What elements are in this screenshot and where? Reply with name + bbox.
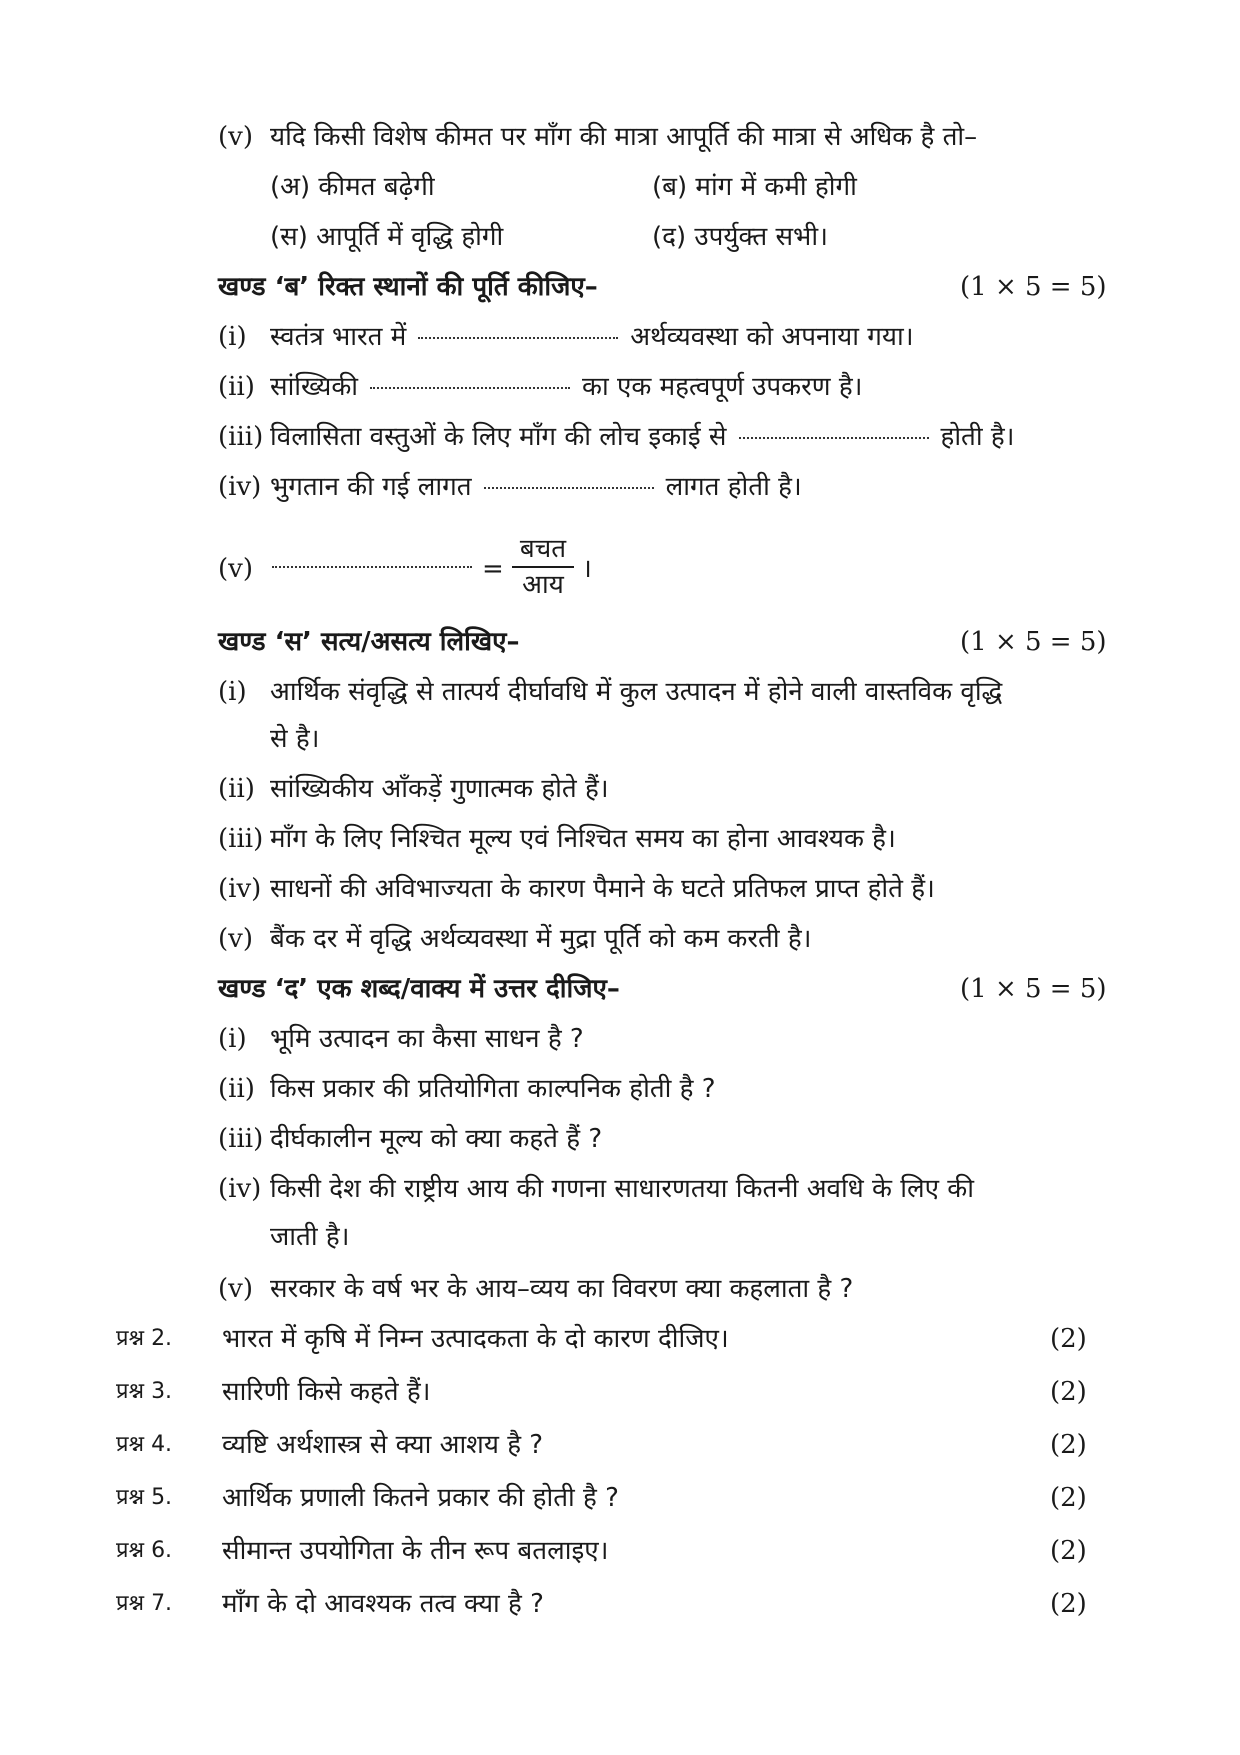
question-marks: (2) <box>1050 1589 1087 1619</box>
item-text: विलासिता वस्तुओं के लिए माँग की लोच इकाई से <box>270 422 727 452</box>
section-b-marks: (1 × 5 = 5) <box>960 272 1107 302</box>
question-text: व्यष्टि अर्थशास्त्र से क्या आशय है ? <box>222 1430 544 1460</box>
question-text: माँग के दो आवश्यक तत्व क्या है ? <box>222 1589 544 1619</box>
section-b-heading: खण्ड ‘ब’ रिक्त स्थानों की पूर्ति कीजिए– <box>218 272 598 302</box>
question-marks: (2) <box>1050 1430 1087 1460</box>
fill-blank-item <box>270 420 1015 454</box>
blank-line <box>272 566 472 568</box>
question-text: आर्थिक प्रणाली कितने प्रकार की होती है ? <box>222 1483 619 1513</box>
item-text: भुगतान की गई लागत <box>270 472 472 502</box>
statement-text: बैंक दर में वृद्धि अर्थव्यवस्था में मुद्रा पूर्ति को कम करती है। <box>270 924 812 954</box>
equals-sign: = <box>482 554 504 584</box>
item-number: (ii) <box>218 774 255 804</box>
section-d-heading: खण्ड ‘द’ एक शब्द/वाक्य में उत्तर दीजिए– <box>218 974 620 1004</box>
item-text: सांख्यिकी <box>270 372 359 402</box>
question-text: सीमान्त उपयोगिता के तीन रूप बतलाइए। <box>222 1536 609 1566</box>
question-marks: (2) <box>1050 1483 1087 1513</box>
item-number: (v) <box>218 122 253 152</box>
item-number: (iii) <box>218 422 264 452</box>
fraction <box>512 532 574 602</box>
section-c-marks: (1 × 5 = 5) <box>960 627 1107 657</box>
item-number: (v) <box>218 924 253 954</box>
item-number: (i) <box>218 322 247 352</box>
blank-line <box>484 487 654 489</box>
item-number: (i) <box>218 677 247 707</box>
question-text-continued: जाती है। <box>270 1222 350 1252</box>
fill-blank-item <box>270 470 802 504</box>
blank-line <box>739 437 929 439</box>
question-text: सारिणी किसे कहते हैं। <box>222 1377 431 1407</box>
question-label: प्रश्न 2. <box>116 1326 173 1351</box>
question-label: प्रश्न 6. <box>116 1538 173 1563</box>
item-number: (v) <box>218 554 253 584</box>
statement-text: सांख्यिकीय आँकड़ें गुणात्मक होते हैं। <box>270 774 609 804</box>
item-number: (i) <box>218 1024 247 1054</box>
question-label: प्रश्न 5. <box>116 1485 173 1510</box>
question-text: किसी देश की राष्ट्रीय आय की गणना साधारणतया कितनी अवधि के लिए की <box>270 1174 974 1204</box>
question-text: सरकार के वर्ष भर के आय–व्यय का विवरण क्या कहलाता है ? <box>270 1274 854 1304</box>
statement-text: माँग के लिए निश्चित मूल्य एवं निश्चित समय का होना आवश्यक है। <box>270 824 896 854</box>
option-d: (द) उपर्युक्त सभी। <box>652 222 828 252</box>
item-number: (iv) <box>218 874 262 904</box>
item-number: (v) <box>218 1274 253 1304</box>
item-text: अर्थव्यवस्था को अपनाया गया। <box>630 322 914 352</box>
question-marks: (2) <box>1050 1324 1087 1354</box>
option-c: (स) आपूर्ति में वृद्धि होगी <box>270 222 504 252</box>
question-marks: (2) <box>1050 1377 1087 1407</box>
fill-blank-item <box>270 370 863 404</box>
question-text: भूमि उत्पादन का कैसा साधन है ? <box>270 1024 584 1054</box>
item-number: (iii) <box>218 824 264 854</box>
fraction-denominator: आय <box>522 570 564 600</box>
statement-text: साधनों की अविभाज्यता के कारण पैमाने के घटते प्रतिफल प्राप्त होते हैं। <box>270 874 935 904</box>
item-number: (ii) <box>218 1074 255 1104</box>
section-d-marks: (1 × 5 = 5) <box>960 974 1107 1004</box>
statement-text-continued: से है। <box>270 724 320 754</box>
question-text: यदि किसी विशेष कीमत पर माँग की मात्रा आपूर्ति की मात्रा से अधिक है तो– <box>270 122 978 152</box>
fill-blank-item <box>270 320 914 354</box>
option-a: (अ) कीमत बढ़ेगी <box>270 172 435 202</box>
question-text: दीर्घकालीन मूल्य को क्या कहते हैं ? <box>270 1124 603 1154</box>
question-label: प्रश्न 4. <box>116 1432 173 1457</box>
statement-text: आर्थिक संवृद्धि से तात्पर्य दीर्घावधि में कुल उत्पादन में होने वाली वास्तविक वृद्धि <box>270 677 1003 707</box>
fraction-numerator: बचत <box>512 532 574 568</box>
question-text: किस प्रकार की प्रतियोगिता काल्पनिक होती है ? <box>270 1074 716 1104</box>
question-marks: (2) <box>1050 1536 1087 1566</box>
question-label: प्रश्न 3. <box>116 1379 173 1404</box>
item-text: स्वतंत्र भारत में <box>270 322 407 352</box>
item-number: (ii) <box>218 372 255 402</box>
item-text: लागत होती है। <box>665 472 802 502</box>
item-end-mark: । <box>582 554 592 584</box>
item-text: होती है। <box>940 422 1015 452</box>
option-b: (ब) मांग में कमी होगी <box>652 172 857 202</box>
question-label: प्रश्न 7. <box>116 1591 173 1616</box>
item-text: का एक महत्वपूर्ण उपकरण है। <box>582 372 863 402</box>
item-number: (iii) <box>218 1124 264 1154</box>
item-number: (iv) <box>218 472 262 502</box>
blank-line <box>370 387 570 389</box>
question-text: भारत में कृषि में निम्न उत्पादकता के दो कारण दीजिए। <box>222 1324 729 1354</box>
item-number: (iv) <box>218 1174 262 1204</box>
blank-line <box>418 337 618 339</box>
section-c-heading: खण्ड ‘स’ सत्य/असत्य लिखिए– <box>218 627 520 657</box>
